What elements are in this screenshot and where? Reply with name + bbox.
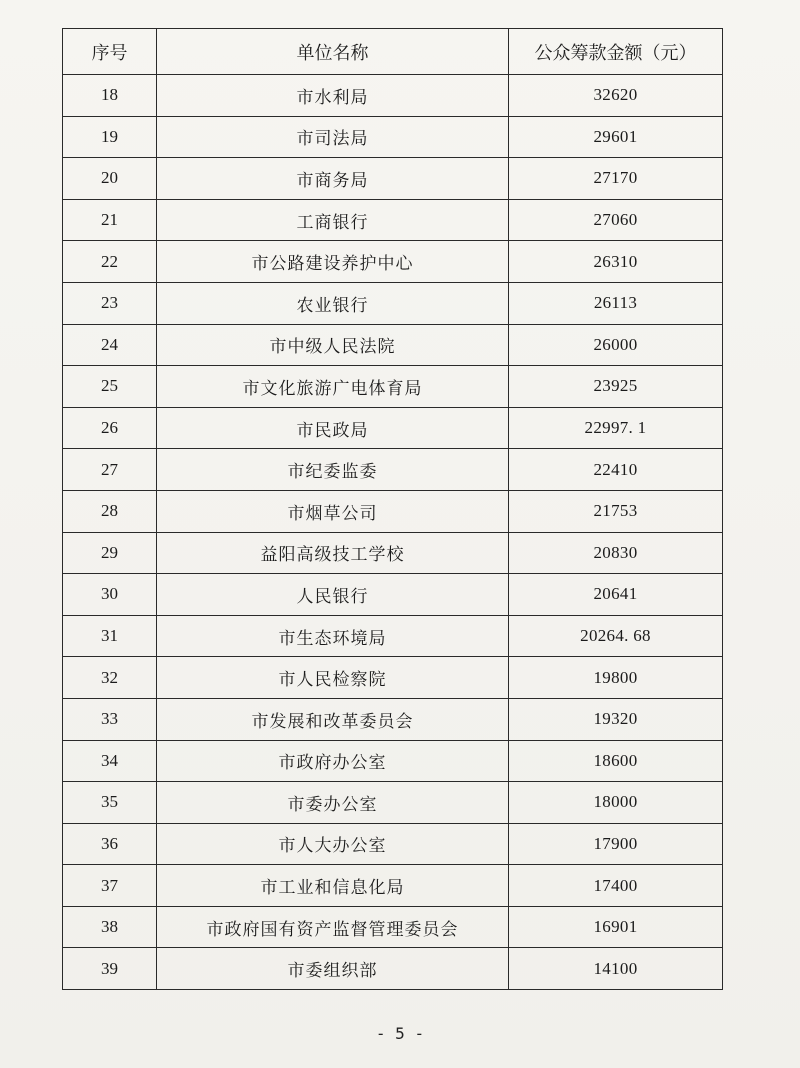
- cell-donation-amount: 26113: [509, 282, 723, 324]
- cell-unit-name: 市中级人民法院: [157, 324, 509, 366]
- header-donation-amount: 公众筹款金额（元）: [509, 29, 723, 75]
- table-row: [63, 449, 723, 491]
- cell-unit-name: 市公路建设养护中心: [157, 241, 509, 283]
- table-row: [63, 782, 723, 824]
- cell-unit-name: 市人民检察院: [157, 657, 509, 699]
- cell-serial-number: 30: [63, 574, 157, 616]
- cell-serial-number: 20: [63, 158, 157, 200]
- cell-unit-name: 市工业和信息化局: [157, 865, 509, 907]
- cell-donation-amount: 32620: [509, 75, 723, 117]
- donation-table: [62, 28, 723, 990]
- page-number: - 5 -: [375, 1024, 425, 1043]
- cell-donation-amount: 20641: [509, 574, 723, 616]
- table-row: [63, 116, 723, 158]
- cell-unit-name: 工商银行: [157, 199, 509, 241]
- cell-serial-number: 22: [63, 241, 157, 283]
- cell-serial-number: 25: [63, 366, 157, 408]
- cell-unit-name: 益阳高级技工学校: [157, 532, 509, 574]
- cell-donation-amount: 20830: [509, 532, 723, 574]
- cell-unit-name: 农业银行: [157, 282, 509, 324]
- cell-donation-amount: 20264. 68: [509, 615, 723, 657]
- cell-donation-amount: 22997. 1: [509, 407, 723, 449]
- cell-unit-name: 市文化旅游广电体育局: [157, 366, 509, 408]
- cell-unit-name: 市司法局: [157, 116, 509, 158]
- cell-donation-amount: 23925: [509, 366, 723, 408]
- cell-serial-number: 37: [63, 865, 157, 907]
- table-row: [63, 241, 723, 283]
- cell-serial-number: 31: [63, 615, 157, 657]
- cell-serial-number: 34: [63, 740, 157, 782]
- table-row: [63, 158, 723, 200]
- table-row: [63, 75, 723, 117]
- cell-serial-number: 38: [63, 906, 157, 948]
- cell-unit-name: 市纪委监委: [157, 449, 509, 491]
- cell-donation-amount: 26310: [509, 241, 723, 283]
- table-row: [63, 407, 723, 449]
- cell-unit-name: 市水利局: [157, 75, 509, 117]
- cell-unit-name: 市委办公室: [157, 782, 509, 824]
- cell-serial-number: 35: [63, 782, 157, 824]
- table-row: [63, 657, 723, 699]
- cell-serial-number: 23: [63, 282, 157, 324]
- cell-serial-number: 32: [63, 657, 157, 699]
- cell-donation-amount: 29601: [509, 116, 723, 158]
- table-row: [63, 490, 723, 532]
- table-row: [63, 823, 723, 865]
- cell-donation-amount: 19800: [509, 657, 723, 699]
- table-row: [63, 906, 723, 948]
- table-row: [63, 324, 723, 366]
- cell-unit-name: 市烟草公司: [157, 490, 509, 532]
- cell-serial-number: 33: [63, 698, 157, 740]
- cell-serial-number: 24: [63, 324, 157, 366]
- cell-donation-amount: 17900: [509, 823, 723, 865]
- table-row: [63, 574, 723, 616]
- table-row: [63, 698, 723, 740]
- cell-unit-name: 市发展和改革委员会: [157, 698, 509, 740]
- cell-serial-number: 19: [63, 116, 157, 158]
- table-row: [63, 199, 723, 241]
- cell-donation-amount: 26000: [509, 324, 723, 366]
- table-row: [63, 615, 723, 657]
- table-row: [63, 948, 723, 990]
- cell-donation-amount: 21753: [509, 490, 723, 532]
- cell-unit-name: 市生态环境局: [157, 615, 509, 657]
- cell-unit-name: 市政府办公室: [157, 740, 509, 782]
- cell-donation-amount: 18600: [509, 740, 723, 782]
- cell-donation-amount: 14100: [509, 948, 723, 990]
- cell-donation-amount: 16901: [509, 906, 723, 948]
- cell-donation-amount: 18000: [509, 782, 723, 824]
- header-unit-name: 单位名称: [157, 29, 509, 75]
- cell-unit-name: 人民银行: [157, 574, 509, 616]
- cell-serial-number: 26: [63, 407, 157, 449]
- table-row: [63, 865, 723, 907]
- cell-unit-name: 市政府国有资产监督管理委员会: [157, 906, 509, 948]
- cell-donation-amount: 27170: [509, 158, 723, 200]
- cell-serial-number: 36: [63, 823, 157, 865]
- cell-donation-amount: 17400: [509, 865, 723, 907]
- table-row: [63, 532, 723, 574]
- cell-serial-number: 21: [63, 199, 157, 241]
- header-serial-number: 序号: [63, 29, 157, 75]
- cell-unit-name: 市民政局: [157, 407, 509, 449]
- cell-donation-amount: 19320: [509, 698, 723, 740]
- cell-serial-number: 18: [63, 75, 157, 117]
- cell-unit-name: 市委组织部: [157, 948, 509, 990]
- cell-serial-number: 39: [63, 948, 157, 990]
- table-row: [63, 366, 723, 408]
- cell-donation-amount: 22410: [509, 449, 723, 491]
- cell-serial-number: 27: [63, 449, 157, 491]
- cell-unit-name: 市商务局: [157, 158, 509, 200]
- cell-serial-number: 28: [63, 490, 157, 532]
- table-header-row: [63, 29, 723, 75]
- cell-donation-amount: 27060: [509, 199, 723, 241]
- table-row: [63, 740, 723, 782]
- cell-serial-number: 29: [63, 532, 157, 574]
- table-row: [63, 282, 723, 324]
- cell-unit-name: 市人大办公室: [157, 823, 509, 865]
